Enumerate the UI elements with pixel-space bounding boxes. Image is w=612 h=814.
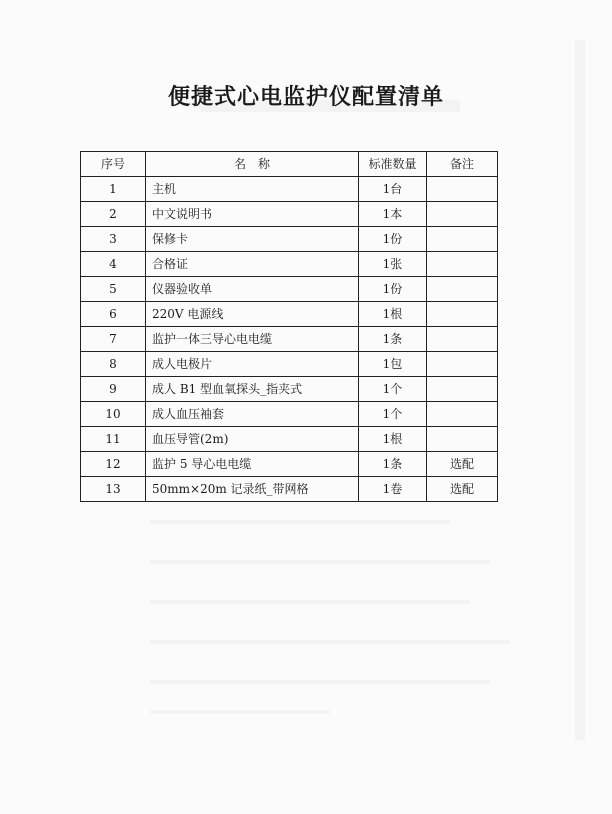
table-row (81, 227, 498, 252)
row-note (427, 352, 498, 377)
row-index: 9 (81, 377, 146, 402)
bleed-through-block (150, 640, 510, 644)
configuration-table (80, 151, 498, 502)
bleed-through-block (150, 600, 470, 604)
row-note (427, 327, 498, 352)
row-note (427, 252, 498, 277)
row-name: 成人电极片 (146, 352, 359, 377)
row-quantity: 1份 (359, 277, 427, 302)
header-name: 名 称 (146, 152, 359, 177)
row-name: 主机 (146, 177, 359, 202)
table-row (81, 377, 498, 402)
row-quantity: 1份 (359, 227, 427, 252)
table-row (81, 402, 498, 427)
table-row (81, 177, 498, 202)
row-name: 监护一体三导心电电缆 (146, 327, 359, 352)
row-quantity: 1本 (359, 202, 427, 227)
row-name: 仪器验收单 (146, 277, 359, 302)
table-row (81, 352, 498, 377)
row-index: 5 (81, 277, 146, 302)
table-row (81, 327, 498, 352)
row-index: 2 (81, 202, 146, 227)
header-note: 备注 (427, 152, 498, 177)
table-row (81, 427, 498, 452)
table-row (81, 202, 498, 227)
bleed-through-edge (575, 40, 585, 740)
row-name: 220V 电源线 (146, 302, 359, 327)
row-note (427, 202, 498, 227)
table-row (81, 302, 498, 327)
row-name: 中文说明书 (146, 202, 359, 227)
row-index: 12 (81, 452, 146, 477)
header-index: 序号 (81, 152, 146, 177)
row-index: 8 (81, 352, 146, 377)
row-note (427, 402, 498, 427)
row-name: 监护 5 导心电电缆 (146, 452, 359, 477)
row-quantity: 1条 (359, 452, 427, 477)
table-row (81, 477, 498, 502)
row-index: 7 (81, 327, 146, 352)
bleed-through-block (150, 710, 330, 714)
row-note (427, 377, 498, 402)
table-row (81, 452, 498, 477)
row-quantity: 1根 (359, 427, 427, 452)
row-quantity: 1卷 (359, 477, 427, 502)
row-index: 11 (81, 427, 146, 452)
page-title: 便捷式心电监护仪配置清单 (167, 85, 444, 110)
row-name: 合格证 (146, 252, 359, 277)
row-note (427, 302, 498, 327)
row-index: 13 (81, 477, 146, 502)
table-header-row (81, 152, 498, 177)
row-note (427, 227, 498, 252)
row-note (427, 177, 498, 202)
row-index: 10 (81, 402, 146, 427)
row-index: 6 (81, 302, 146, 327)
bleed-through-block (150, 680, 490, 684)
configuration-table-container (80, 151, 497, 502)
row-name: 成人血压袖套 (146, 402, 359, 427)
row-index: 1 (81, 177, 146, 202)
table-row (81, 277, 498, 302)
row-quantity: 1台 (359, 177, 427, 202)
bleed-through-block (150, 560, 490, 564)
row-note (427, 277, 498, 302)
row-quantity: 1张 (359, 252, 427, 277)
row-name: 50mm×20m 记录纸_带网格 (146, 477, 359, 502)
row-quantity: 1条 (359, 327, 427, 352)
row-quantity: 1个 (359, 402, 427, 427)
row-quantity: 1包 (359, 352, 427, 377)
row-name: 成人 B1 型血氧探头_指夹式 (146, 377, 359, 402)
row-name: 保修卡 (146, 227, 359, 252)
row-note: 选配 (427, 452, 498, 477)
header-quantity: 标准数量 (359, 152, 427, 177)
row-index: 3 (81, 227, 146, 252)
row-index: 4 (81, 252, 146, 277)
row-name: 血压导管(2m) (146, 427, 359, 452)
row-note: 选配 (427, 477, 498, 502)
table-row (81, 252, 498, 277)
bleed-through-block (150, 520, 450, 524)
row-quantity: 1个 (359, 377, 427, 402)
row-note (427, 427, 498, 452)
row-quantity: 1根 (359, 302, 427, 327)
